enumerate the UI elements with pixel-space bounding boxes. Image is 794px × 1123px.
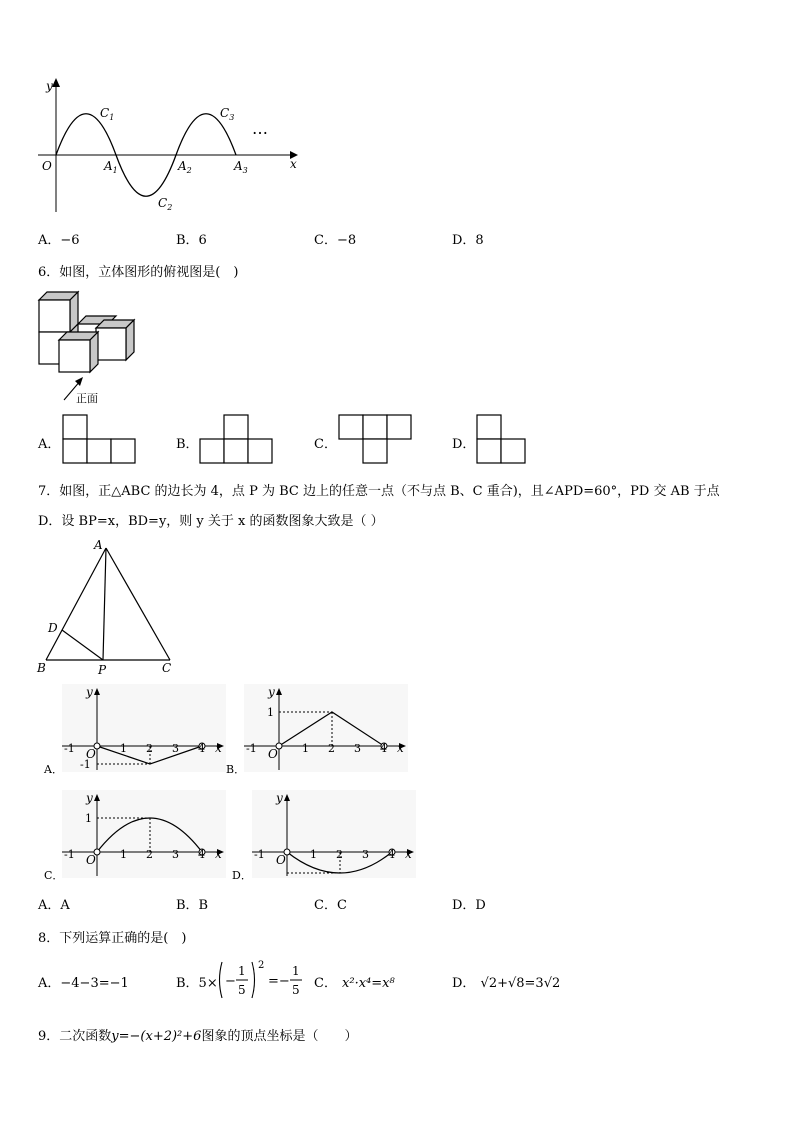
q6-option-d-view[interactable]: [476, 414, 526, 465]
q8-stem: 8．下列运算正确的是( ): [38, 931, 187, 946]
graph-d-tick-3: 3: [362, 848, 369, 861]
q8-option-b-formula: [216, 958, 312, 1002]
q8-option-d-prefix: D．: [452, 976, 476, 991]
q7-option-d[interactable]: D．D: [452, 898, 486, 913]
q7-option-c[interactable]: C．C: [314, 898, 347, 913]
graph-c-x-label: x: [215, 847, 222, 861]
q7-graph-c-letter: C．: [44, 869, 64, 882]
q8-option-d[interactable]: [452, 972, 560, 991]
q5-option-a[interactable]: A．−6: [38, 233, 80, 248]
vertex-c: C: [162, 661, 172, 675]
q6-option-b-view[interactable]: [199, 414, 273, 465]
graph-a-tick-4: 4: [198, 742, 205, 755]
label-a2: $A_2$: [178, 159, 192, 175]
q7-option-a[interactable]: A．A: [38, 898, 70, 913]
svg-text:1: 1: [238, 964, 246, 978]
graph-c-y-label: y: [86, 791, 93, 805]
graph-b-tick-2: 2: [328, 742, 335, 755]
label-c3: $C_3$: [220, 106, 235, 122]
q7-stem-line1: 7．如图，正△ABC 的边长为 4，点 P 为 BC 边上的任意一点（不与点 B、C 重合)，且∠APD=60°，PD 交 AB 于点: [38, 484, 720, 499]
graph-d-tick-1: 1: [310, 848, 317, 861]
graph-d-x-label: x: [405, 847, 412, 861]
graph-b-tick-4: 4: [380, 742, 387, 755]
graph-a-tick-neg1: -1: [64, 742, 75, 755]
graph-b-x-label: x: [397, 741, 404, 755]
q7-graph-b[interactable]: [244, 684, 408, 772]
graph-d-y-label: y: [276, 791, 283, 805]
graph-c-tick-4: 4: [198, 848, 205, 861]
graph-d-tick-4: 4: [388, 848, 395, 861]
q7-graph-d-letter: D．: [232, 869, 252, 882]
q9-stem-expr: y=−(x+2)²+6: [111, 1029, 202, 1044]
sine-wave-figure: [30, 72, 310, 222]
vertex-b: B: [37, 661, 46, 675]
vertex-a: A: [94, 538, 103, 552]
graph-b-value-1: 1: [267, 706, 274, 719]
x-axis-label: x: [290, 157, 297, 171]
graph-a-value-neg1: -1: [80, 758, 91, 771]
q8-option-b-prefix: B．5×: [176, 976, 218, 991]
q5-option-c[interactable]: C．−8: [314, 233, 357, 248]
svg-text:2: 2: [258, 960, 265, 971]
graph-c-tick-1: 1: [120, 848, 127, 861]
q6-option-b-letter[interactable]: B．: [176, 437, 199, 452]
q9-stem: [38, 1025, 357, 1044]
front-label: 正面: [76, 392, 98, 405]
q6-option-a-view[interactable]: [62, 414, 136, 465]
graph-a-origin: O: [86, 747, 96, 761]
graph-a-tick-3: 3: [172, 742, 179, 755]
origin-label: O: [42, 159, 52, 173]
q7-stem-line2: D．设 BP=x，BD=y，则 y 关于 x 的函数图象大致是（ ）: [38, 514, 384, 529]
graph-b-tick-3: 3: [354, 742, 361, 755]
q7-option-b[interactable]: B．B: [176, 898, 209, 913]
q7-graph-a[interactable]: [62, 684, 226, 772]
graph-a-x-label: x: [215, 741, 222, 755]
graph-c-tick-3: 3: [172, 848, 179, 861]
q7-triangle-figure: [34, 536, 184, 678]
graph-b-tick-neg1: -1: [246, 742, 257, 755]
graph-c-origin: O: [86, 853, 96, 867]
graph-d-tick-2: 2: [336, 848, 343, 861]
q7-graph-b-letter: B．: [226, 763, 246, 776]
graph-c-tick-2: 2: [146, 848, 153, 861]
graph-a-tick-1: 1: [120, 742, 127, 755]
point-p: P: [98, 663, 107, 677]
q8-option-c-expr: x²·x⁴=x⁸: [342, 976, 395, 991]
svg-text:5: 5: [238, 983, 246, 997]
q6-solid-figure: [34, 288, 144, 406]
graph-c-tick-neg1: -1: [64, 848, 75, 861]
graph-c-value-1: 1: [85, 812, 92, 825]
graph-b-origin: O: [268, 747, 278, 761]
svg-text:−: −: [225, 974, 236, 989]
graph-a-tick-2: 2: [146, 742, 153, 755]
graph-b-y-label: y: [268, 685, 275, 699]
q9-stem-prefix: 9．二次函数: [38, 1029, 112, 1044]
q6-option-a-letter[interactable]: A．: [38, 437, 61, 452]
label-c1: $C_1$: [100, 106, 115, 122]
q7-graph-c[interactable]: [62, 790, 226, 878]
q8-option-d-expr: √2+√8=3√2: [480, 976, 561, 991]
q9-stem-suffix: 图象的顶点坐标是（ ）: [201, 1029, 358, 1044]
y-axis-label: y: [46, 79, 53, 93]
q8-option-a[interactable]: A．−4−3=−1: [38, 976, 129, 991]
q7-graph-a-letter: A．: [44, 763, 63, 776]
q7-graph-d[interactable]: [252, 790, 416, 878]
graph-b-tick-1: 1: [302, 742, 309, 755]
q6-option-c-letter[interactable]: C．: [314, 437, 337, 452]
q5-option-b[interactable]: B．6: [176, 233, 207, 248]
q6-stem: 6．如图，立体图形的俯视图是( ): [38, 265, 239, 280]
svg-text:5: 5: [292, 983, 300, 997]
graph-d-tick-neg1: -1: [254, 848, 265, 861]
ellipsis: …: [252, 119, 268, 138]
graph-d-origin: O: [276, 853, 286, 867]
label-c2: $C_2$: [158, 196, 173, 212]
q8-option-c-prefix: C．: [314, 976, 337, 991]
point-d: D: [48, 621, 58, 635]
q8-option-c[interactable]: [314, 972, 395, 991]
label-a1: $A_1$: [104, 159, 118, 175]
label-a3: $A_3$: [234, 159, 248, 175]
q6-option-c-view[interactable]: [338, 414, 412, 465]
svg-text:=−: =−: [268, 974, 290, 989]
q5-option-d[interactable]: D．8: [452, 233, 484, 248]
q6-option-d-letter[interactable]: D．: [452, 437, 476, 452]
svg-text:1: 1: [292, 964, 300, 978]
graph-a-y-label: y: [86, 685, 93, 699]
